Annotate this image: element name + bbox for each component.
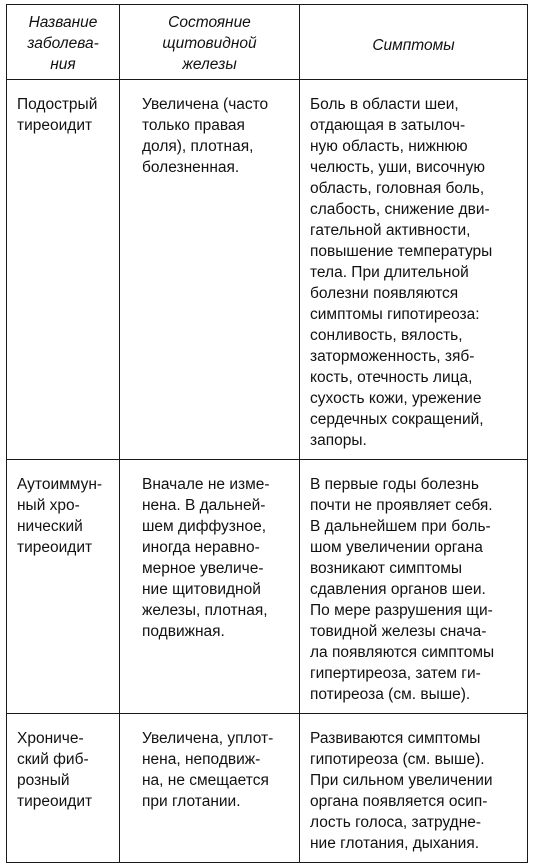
disease-cell: Хрониче- ский фиб- розный тиреоидит [7, 714, 120, 863]
symptoms-cell: Развиваются симптомы гипотиреоза (см. выше). При сильном увеличении органа появляется осип- лость голоса, затрудне- ние глотания, дыхания. [300, 714, 528, 863]
gland-cell: Вначале не изме- нена. В дальней- шем диффузное, иногда неравно- мерное увеличе- ние щитовидной железы, плотная, подвижная. [120, 460, 300, 714]
symptoms-cell: В первые годы болезнь почти не проявляет себя. В дальнейшем при боль- шом увеличении органа возникают симптомы сдавления органов шеи. По мере разрушения щи- товидной железы снача- ла появляются симптомы гипертиреоза, затем ги- потиреоза (см. выше). [300, 460, 528, 714]
header-gland-state: Состояние щитовидной железы [120, 5, 300, 80]
disease-cell: Подострый тиреоидит [7, 80, 120, 460]
header-symptoms: Симптомы [300, 5, 528, 80]
thyroiditis-table [6, 4, 528, 863]
table-row [7, 460, 528, 714]
table-row [7, 714, 528, 863]
gland-cell: Увеличена, уплот- нена, неподвиж- на, не смещается при глотании. [120, 714, 300, 863]
symptoms-cell: Боль в области шеи, отдающая в затылоч- ную область, нижнюю челюсть, уши, височную область, головная боль, слабость, снижение дви- гательной активности, повышение температуры тела. При длительной болезни появляются симптомы гипотиреоза: сонливость, вялость, заторможенность, зяб- кость, отечность лица, сухость кожи, урежение сердечных сокращений, запоры. [300, 80, 528, 460]
gland-cell: Увеличена (часто только правая доля), плотная, болезненная. [120, 80, 300, 460]
table-row [7, 80, 528, 460]
disease-cell: Аутоиммун- ный хро- нический тиреоидит [7, 460, 120, 714]
header-disease-name: Название заболева- ния [7, 5, 120, 80]
header-row [7, 5, 528, 80]
